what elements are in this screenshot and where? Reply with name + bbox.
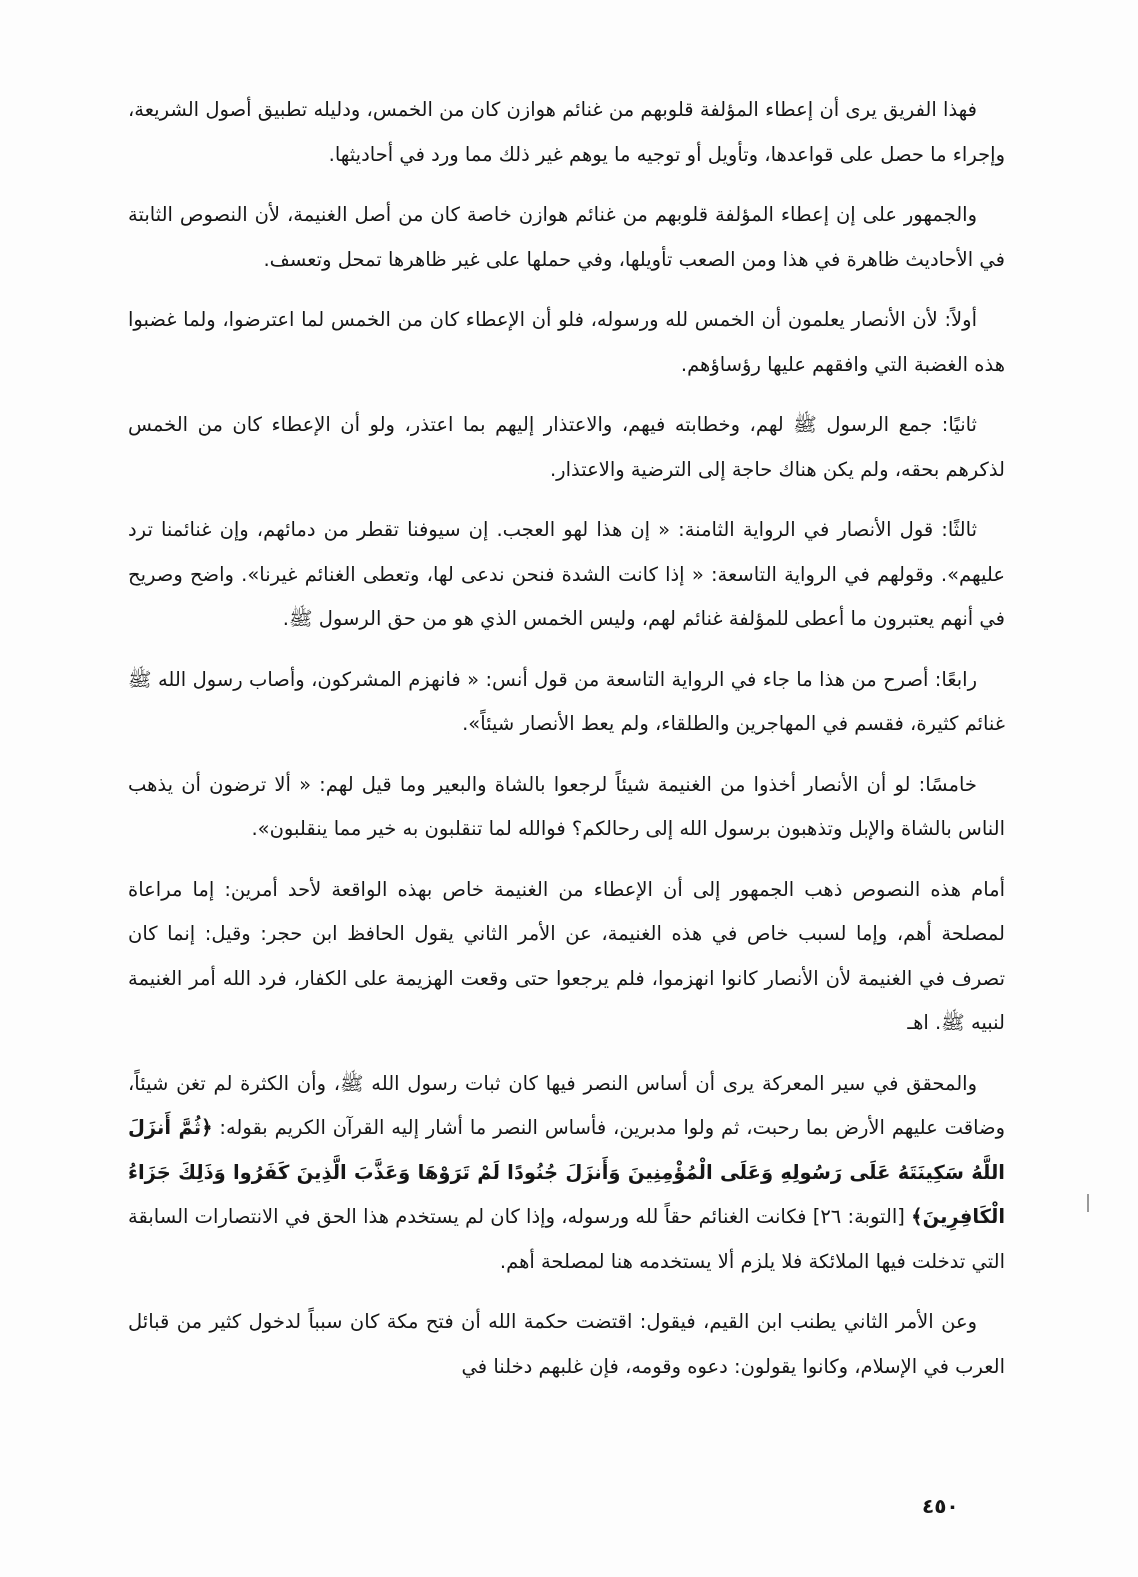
paragraph-6: رابعًا: أصرح من هذا ما جاء في الرواية التاسعة من قول أنس: « فانهزم المشركون، وأصاب رسول الله ﷺ غنائم كثيرة، فقسم في المهاجرين والطلقاء، ولم يعط الأنصار شيئاً». xyxy=(128,667,1005,735)
paragraph-7: خامسًا: لو أن الأنصار أخذوا من الغنيمة شيئاً لرجعوا بالشاة والبعير وما قيل لهم: « ألا ترضون أن يذهب الناس بالشاة والإبل وتذهبون برسول الله إلى رحالكم؟ فوالله لما تنقلبون به خير مما ينقلبون». xyxy=(128,772,1005,840)
paragraph-4: ثانيًا: جمع الرسول ﷺ لهم، وخطابته فيهم، والاعتذار إليهم بما اعتذر، ولو أن الإعطاء كان من الخمس لذكرهم بحقه، ولم يكن هناك حاجة إلى الترضية والاعتذار. xyxy=(128,413,1005,481)
paragraph-8: أمام هذه النصوص ذهب الجمهور إلى أن الإعطاء من الغنيمة خاص بهذه الواقعة لأحد أمرين: إما مراعاة لمصلحة أهم، وإما لسبب خاص في هذه الغنيمة، عن الأمر الثاني يقول الحافظ ابن حجر: وقيل: إنما كان تصرف في الغنيمة لأن الأنصار كانوا انهزموا، فلم يرجعوا حتى وقعت الهزيمة على الكفار، فرد الله أمر الغنيمة لنبيه ﷺ. اهـ xyxy=(128,877,1005,1034)
paragraph-9 xyxy=(128,1062,1005,1285)
paragraph-2: والجمهور على إن إعطاء المؤلفة قلوبهم من غنائم هوازن خاصة كان من أصل الغنيمة، لأن النصوص الثابتة في الأحاديث ظاهرة في هذا ومن الصعب تأويلها، وفي حملها على غير ظاهرها تمحل وتعسف. xyxy=(128,203,1005,271)
paragraph-10: وعن الأمر الثاني يطنب ابن القيم، فيقول: اقتضت حكمة الله أن فتح مكة كان سبباً لدخول كثير من قبائل العرب في الإسلام، وكانوا يقولون: دعوه وقومه، فإن غلبهم دخلنا في xyxy=(128,1310,1005,1378)
paragraph-5: ثالثًا: قول الأنصار في الرواية الثامنة: « إن هذا لهو العجب. إن سيوفنا تقطر من دمائهم، وإن غنائمنا ترد عليهم». وقولهم في الرواية التاسعة: « إذا كانت الشدة فنحن ندعى لها، وتعطى الغنائم غيرنا». واضح وصريح في أنهم يعتبرون ما أعطى للمؤلفة غنائم لهم، وليس الخمس الذي هو من حق الرسول ﷺ. xyxy=(128,518,1005,630)
paragraph-1: فهذا الفريق يرى أن إعطاء المؤلفة قلوبهم من غنائم هوازن كان من الخمس، ودليله تطبيق أصول الشريعة، وإجراء ما حصل على قواعدها، وتأويل أو توجيه ما يوهم غير ذلك مما ورد في أحاديثها. xyxy=(128,98,1005,166)
page-number: ٤٥٠ xyxy=(922,1494,959,1518)
scan-speck xyxy=(1087,1194,1089,1212)
body-text xyxy=(128,88,1005,1405)
paragraph-3: أولاً: لأن الأنصار يعلمون أن الخمس لله ورسوله، فلو أن الإعطاء كان من الخمس لما اعترضوا، ولما غضبوا هذه الغضبة التي وافقهم عليها رؤساؤهم. xyxy=(128,308,1005,376)
quran-verse: ﴿ثُمَّ أَنزَلَ اللَّهُ سَكِينَتَهُ عَلَى رَسُولِهِ وَعَلَى الْمُؤْمِنِينَ وَأَنزَلَ جُنُودًا لَمْ تَرَوْهَا وَعَذَّبَ الَّذِينَ كَفَرُوا وَذَلِكَ جَزَاءُ الْكَافِرِينَ﴾ xyxy=(128,1116,1006,1228)
paragraph-9-intro: والمحقق في سير المعركة يرى أن أساس النصر فيها كان ثبات رسول الله ﷺ، وأن الكثرة لم تغن شيئاً، وضاقت عليهم الأرض بما رحبت، ثم ولوا مدبرين، فأساس النصر ما أشار إليه القرآن الكريم بقوله: xyxy=(128,1071,1005,1139)
paragraph-9-rest: [التوبة: ٢٦] فكانت الغنائم حقاً لله ورسوله، وإذا كان لم يستخدم هذا الحق في الانتصارات السابقة التي تدخلت فيها الملائكة فلا يلزم ألا يستخدمه هنا لمصلحة أهم. xyxy=(128,1205,1005,1273)
